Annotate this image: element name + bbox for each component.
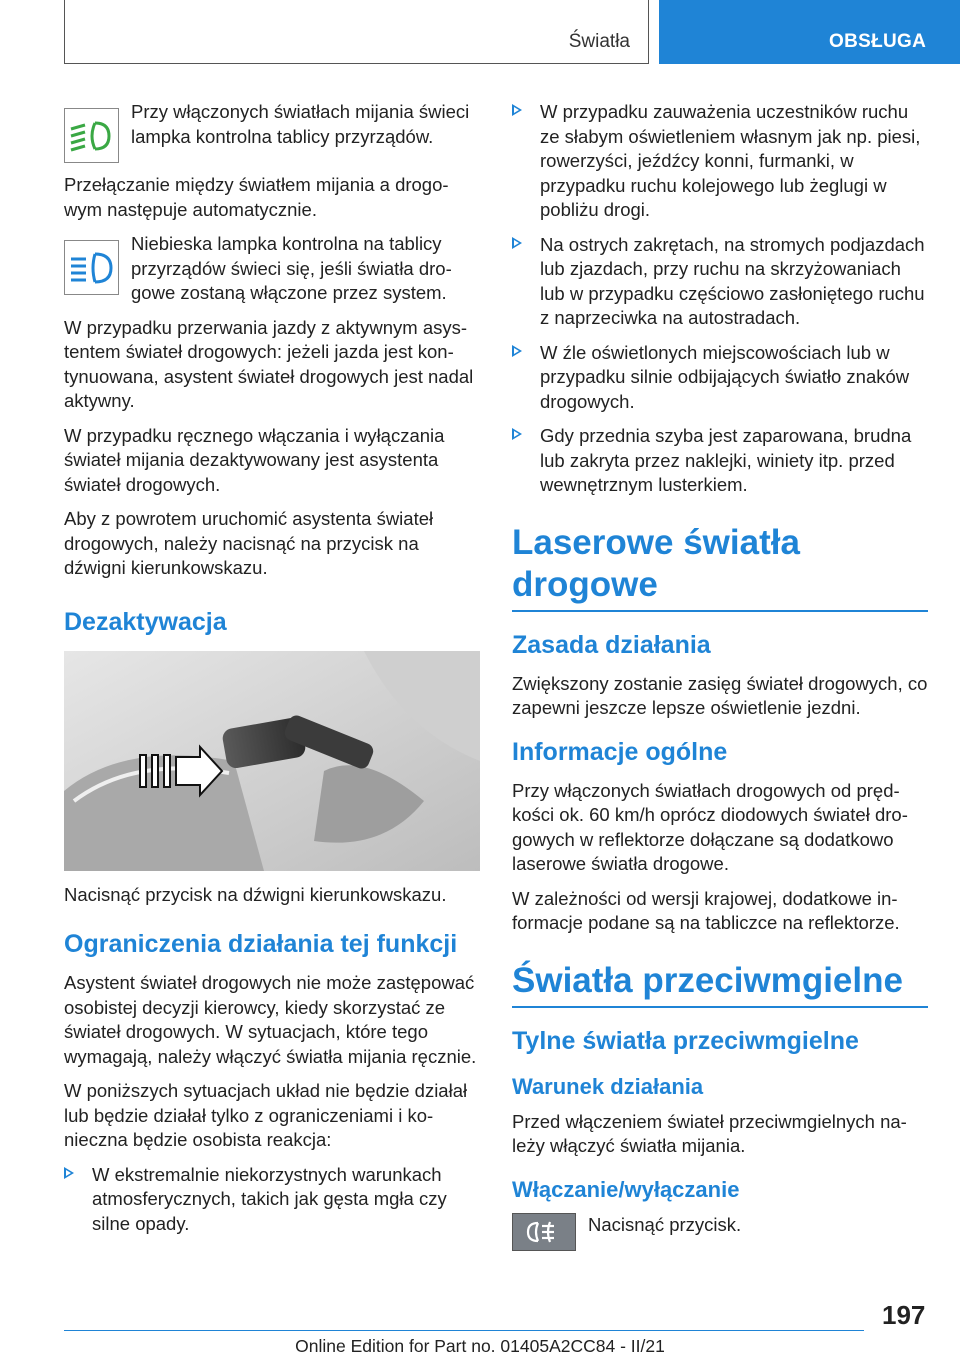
paragraph: W przypadku przerwania jazdy z aktywnym asystentem świateł drogowych: jeżeli jazda jest kontynuowana, asystent świateł drogowych jest nadal aktywny. [64, 316, 474, 411]
paragraph: W poniższych sytuacjach układ nie będzie działał lub będzie działał tylko z ograniczeniami i konieczna będzie osobista reakcja: [64, 1080, 468, 1150]
heading-on-off: Włączanie/wyłączanie [512, 1176, 740, 1202]
paragraph: W przypadku ręcznego włączania i wyłączania świateł mijania dezaktywowany jest asystenta świateł drogowych. [64, 424, 445, 495]
triangle-bullet-icon [512, 428, 522, 440]
paragraph: Przełączanie między światłem mijania a drogowym następuje automatycznie. [64, 174, 449, 220]
triangle-bullet-icon [512, 345, 522, 357]
header-tab-label: OBSŁUGA [829, 31, 927, 52]
heading-general-info: Informacje ogólne [512, 737, 728, 766]
list-item: W ekstremalnie niekorzystnych warunkach atmosferycznych, takich jak gęsta mgła czy silne opady. [64, 1163, 480, 1237]
high-beam-indicator-row [64, 232, 480, 306]
paragraph: Przed włączeniem świateł przeciwmgielnych należy włączyć światła mijania. [512, 1110, 907, 1156]
header-frame [64, 0, 649, 64]
high-beam-blue-indicator-icon [64, 240, 119, 295]
triangle-bullet-icon [64, 1167, 74, 1179]
list-item: W przypadku zauważenia uczestników ruchu ze słabym oświetleniem własnym jak np. piesi, rowerzyści, jeźdźcy konni, furmanki, w przypadku ruchu kolejowego lub żeglugi w pobliżu drogi. [512, 100, 928, 223]
list-item: W źle oświetlonych miejscowościach lub w przypadku silnie odbijających światło znaków drogowych. [512, 341, 928, 415]
rear-fog-light-button-icon [512, 1213, 576, 1251]
paragraph: Zwiększony zostanie zasięg świateł drogowych, co zapewni jeszcze lepsze oświetlenie jezdni. [512, 672, 928, 718]
paragraph: Aby z powrotem uruchomić asystenta świateł drogowych, należy nacisnąć na przycisk na dźwigni kierunkowskazu. [64, 508, 434, 578]
heading-limitations: Ograniczenia działania tej funkcji [64, 930, 458, 958]
heading-principle: Zasada działania [512, 630, 711, 659]
triangle-bullet-icon [512, 237, 522, 249]
page-number: 197 [882, 1300, 926, 1330]
heading-rear-fog-lights: Tylne światła przeciwmgielne [512, 1026, 859, 1055]
list-item: Gdy przednia szyba jest zaparowana, brudna lub zakryta przez naklejki, winiety itp. przed wewnętrznym lusterkiem. [512, 424, 928, 498]
paragraph: Asystent świateł drogowych nie może zastępować osobistej decyzji kierowcy, kiedy skorzystać ze świateł drogowych. W sytuacjach, które tego wymagają, należy włączyć światła mijania ręcznie. [64, 972, 477, 1067]
turn-signal-lever-photo [64, 651, 480, 871]
paragraph: W zależności od wersji krajowej, dodatkowe informacje podane są na tabliczce na reflektorze. [512, 887, 900, 933]
rear-fog-button-row [512, 1213, 928, 1251]
paragraph: Przy włączonych światłach drogowych od prędkości ok. 60 km/h oprócz diodowych świateł drogowych w reflektorze dołączane są dodatkowo laserowe światła drogowe. [512, 779, 908, 874]
high-beam-indicator-text: Niebieska lampka kontrolna na tablicy przyrządów świeci się, jeśli światła drogowe zostaną włączone przez system. [131, 233, 452, 303]
low-beam-indicator-text: Przy włączonych światłach mijania świeci lampka kontrolna tablicy przyrządów. [131, 101, 470, 147]
footer-divider [64, 1330, 864, 1331]
low-beam-indicator-row [64, 100, 480, 163]
paragraph: Nacisnąć przycisk. [588, 1213, 742, 1235]
limitation-list [64, 1163, 480, 1237]
list-item: Na ostrych zakrętach, na stromych podjazdach lub zjazdach, przy ruchu na skrzyżowaniach lub w przypadku częściowo zasłoniętego ruchu z naprzeciwka na autostradach. [512, 233, 928, 331]
right-column [512, 100, 928, 1251]
heading-laser-high-beam: Laserowe światła drogowe [512, 522, 928, 612]
low-beam-green-indicator-icon [64, 108, 119, 163]
heading-fog-lights: Światła przeciwmgielne [512, 960, 928, 1008]
heading-condition: Warunek działania [512, 1073, 704, 1099]
limitation-list-continued [512, 100, 928, 498]
header-section-title: Światła [568, 31, 630, 52]
footer-edition: Online Edition for Part no. 01405A2CC84 - II/21 [295, 1336, 665, 1356]
left-column [64, 100, 480, 1246]
photo-caption: Nacisnąć przycisk na dźwigni kierunkowskazu. [64, 883, 447, 905]
heading-deactivation: Dezaktywacja [64, 607, 227, 636]
triangle-bullet-icon [512, 104, 522, 116]
